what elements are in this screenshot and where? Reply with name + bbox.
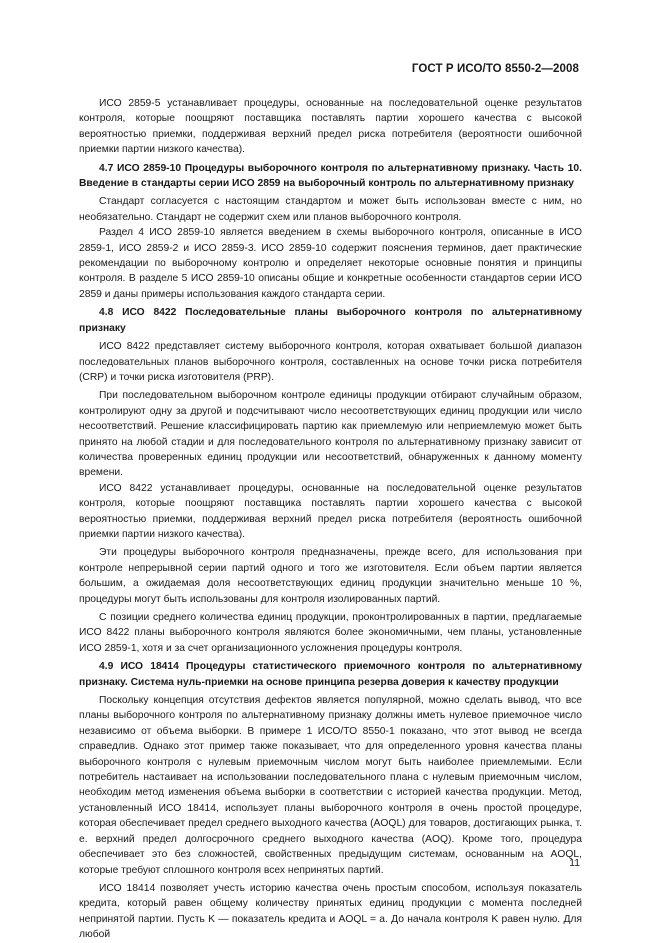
paragraph: ИСО 8422 устанавливает процедуры, основанные на последовательной оценке результатов контроля, которые поощряют поставщика поставлять партии хорошего качества с высокой вероятностью приемки, поддерживая верхний предел риска потребителя (вероятность ошибочной приемки партии низкого качества). <box>79 482 582 540</box>
section-heading-4-9: 4.9 ИСО 18414 Процедуры статистического приемочного контроля по альтернативному признаку. Система нуль-приемки на основе принципа резерва доверия к качеству продукции <box>79 661 582 688</box>
paragraph: ИСО 18414 позволяет учесть историю качества очень простым способом, используя показатель кредита, который равен общему количеству принятых единиц продукции с момента последней непринятой партии. Пусть K — показатель кредита и AOQL = a. До начала контроля K равен нулю. Для любой <box>79 882 582 941</box>
paragraph: При последовательном выборочном контроле единицы продукции отбирают случайным образом, контролируют одну за другой и подсчитывают число несоответствующих единиц продукции или число несоответствий. Решение классифицировать партию как приемлемую или неприемлемую может быть принято на любой стадии и для последовательного контроля по альтернативному признаку зависит от количества проверенных единиц продукции или несоответствий, обнаруженных к данному моменту времени. <box>79 390 582 479</box>
paragraph: Поскольку концепция отсутствия дефектов является популярной, можно сделать вывод, что все планы выборочного контроля по альтернативному признаку должны иметь нулевое приемочное число независимо от объема выборки. В примере 1 ИСО/ТО 8550-1 показано, что этот вывод не всегда справедлив. Однако этот пример также показывает, что для определенного уровня качества планы выборочного контроля с нулевым приемочным числом могут быть наиболее приемлемыми. Если потребитель настаивает на использовании последовательного плана с нулевым приемочным числом, необходим метод изменения объема выборки в соответствии с историей качества продукции. Метод, установленный ИСО 18414, использует планы выборочного контроля в очень простой процедуре, которая обеспечивает предел среднего выходного качества (AOQL) для товаров, достигающих рынка, т. е. верхний предел долгосрочного среднего выходного качества (AOQ). Кроме того, процедура обеспечивает это без сложностей, свойственных предыдущим системам, основанным на AOQL, которые требуют сплошного контроля всех непринятых партий. <box>79 695 582 876</box>
paragraph-iso-2859-5: ИСО 2859-5 устанавливает процедуры, основанные на последовательной оценке результатов контроля, которые поощряют поставщика поставлять партии хорошего качества с высокой вероятностью приемки, поддерживая верхний предел риска потребителя (вероятности ошибочной приемки партии низкого качества). <box>79 98 582 156</box>
document-header: ГОСТ Р ИСО/ТО 8550-2—2008 <box>411 63 579 75</box>
paragraph: ИСО 8422 представляет систему выборочного контроля, которая охватывает большой диапазон последовательных планов выборочного контроля, составленных на основе точки риска потребителя (CRP) и точки риска изготовителя (PRP). <box>79 341 582 383</box>
paragraph: Стандарт согласуется с настоящим стандартом и может быть использован вместе с ним, но необязательно. Стандарт не содержит схем или планов выборочного контроля. <box>79 196 582 223</box>
section-heading-4-8: 4.8 ИСО 8422 Последовательные планы выборочного контроля по альтернативному признаку <box>79 307 582 334</box>
section-heading-4-7: 4.7 ИСО 2859-10 Процедуры выборочного контроля по альтернативному признаку. Часть 10. Введение в стандарты серии ИСО 2859 на выборочный контроль по альтернативному признаку <box>79 162 582 190</box>
document-body <box>79 96 582 943</box>
paragraph: Эти процедуры выборочного контроля предназначены, прежде всего, для использования при контроле непрерывной серии партий одного и того же изготовителя. Если объем партии является большим, а ожидаемая доля несоответствующих единиц продукции значительно меньше 10 %, процедуры могут быть использованы для контроля изолированных партий. <box>79 547 582 605</box>
paragraph: С позиции среднего количества единиц продукции, проконтролированных в партии, предлагаемые ИСО 8422 планы выборочного контроля являются более экономичными, чем планы, установленные ИСО 2859-1, хотя и за счет организационного усложнения процедуры контроля. <box>79 612 582 654</box>
paragraph: Раздел 4 ИСО 2859-10 является введением в схемы выборочного контроля, описанные в ИСО 2859-1, ИСО 2859-2 и ИСО 2859-3. ИСО 2859-10 содержит пояснения терминов, дает практические рекомендации по выборочному контролю и определяет некоторые основные понятия и принципы контроля. В разделе 5 ИСО 2859-10 описаны общие и конкретные особенности стандартов серии ИСО 2859 и даны примеры использования каждого стандарта серии. <box>79 227 582 300</box>
page-number: 11 <box>569 858 580 869</box>
